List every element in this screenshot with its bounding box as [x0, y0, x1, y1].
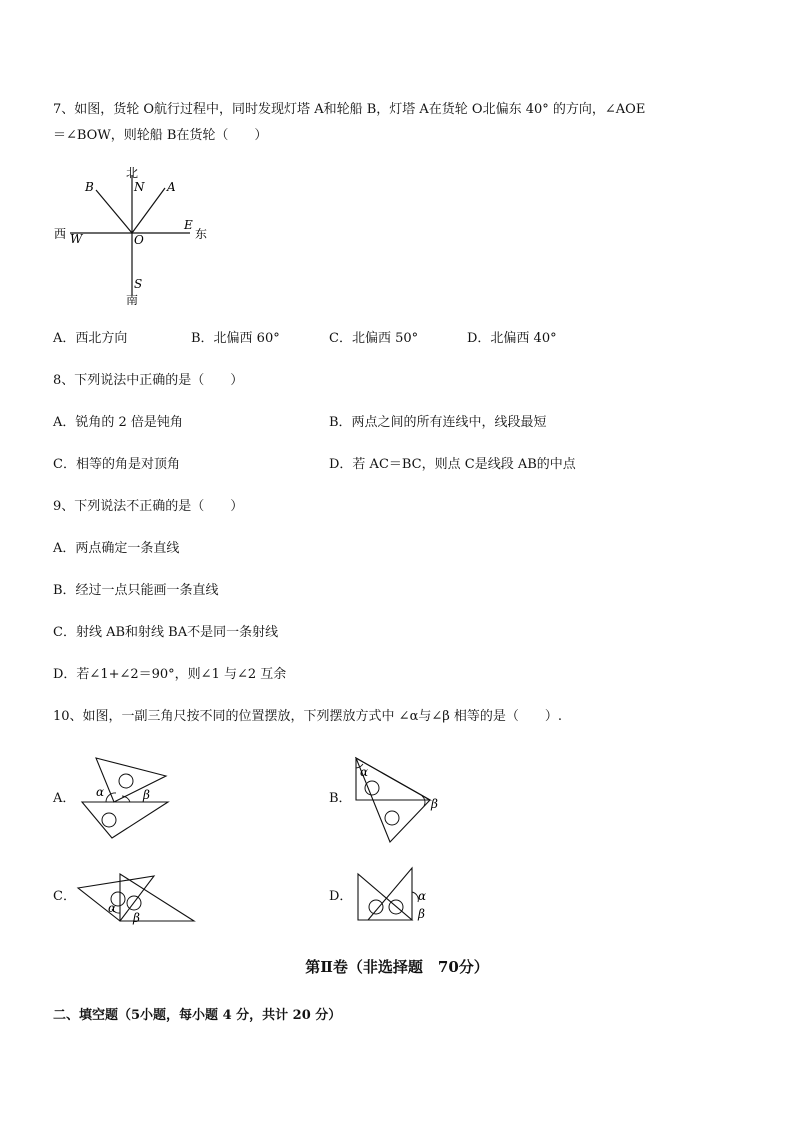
- q10-figure-a: [72, 750, 182, 845]
- q7-stem-line1: 7、如图，货轮 O航行过程中，同时发现灯塔 A和轮船 B，灯塔 A在货轮 O北偏东 40° 的方向，∠AOE: [53, 102, 646, 117]
- w-label: W: [70, 232, 83, 246]
- q10-figure-b: [348, 752, 458, 847]
- q10-option-c-label: C．: [53, 889, 76, 904]
- q8-option-b: B．两点之间的所有连线中，线段最短: [329, 415, 547, 430]
- q8-option-d: D．若 AC＝BC，则点 C是线段 AB的中点: [329, 457, 576, 472]
- q9-stem: 9、下列说法不正确的是（ ）: [53, 499, 244, 514]
- q9-option-d: D．若∠1+∠2＝90°，则∠1 与∠2 互余: [53, 667, 287, 682]
- alpha-label: α: [96, 785, 105, 799]
- a-label: A: [167, 180, 176, 194]
- q10-figure-d: [348, 862, 448, 928]
- q7-option-b: B．北偏西 60°: [191, 331, 280, 346]
- q10-stem: 10、如图，一副三角尺按不同的位置摆放，下列摆放方式中 ∠α与∠β 相等的是（ ）.: [53, 709, 563, 724]
- alpha-label: α: [360, 765, 369, 779]
- q7-stem-line2: ＝∠BOW，则轮船 B在货轮（ ）: [53, 128, 268, 143]
- alpha-label: α: [108, 901, 117, 915]
- beta-label: β: [418, 907, 425, 921]
- west-label: 西: [54, 227, 67, 241]
- n-label: N: [134, 180, 145, 194]
- q10-figure-c: [72, 866, 202, 928]
- q10-option-a-label: A．: [53, 791, 76, 806]
- south-label: 南: [126, 293, 139, 307]
- o-label: O: [134, 233, 144, 247]
- q7-compass-figure: [50, 160, 220, 310]
- q9-option-c: C．射线 AB和射线 BA不是同一条射线: [53, 625, 279, 640]
- section-title: 第Ⅱ卷（非选择题 70分）: [305, 958, 489, 976]
- e-label: E: [184, 218, 193, 232]
- q8-option-a: A．锐角的 2 倍是钝角: [53, 415, 183, 430]
- beta-label: β: [431, 797, 438, 811]
- north-label: 北: [126, 166, 139, 180]
- b-label: B: [85, 180, 94, 194]
- part-title: 二、填空题（5小题，每小题 4 分，共计 20 分）: [53, 1008, 342, 1023]
- beta-label: β: [133, 911, 140, 925]
- alpha-label: α: [418, 889, 427, 903]
- q9-option-a: A．两点确定一条直线: [53, 541, 180, 556]
- beta-label: β: [143, 788, 150, 802]
- q8-option-c: C．相等的角是对顶角: [53, 457, 180, 472]
- q9-option-b: B．经过一点只能画一条直线: [53, 583, 219, 598]
- east-label: 东: [195, 227, 208, 241]
- q10-option-b-label: B．: [329, 791, 352, 806]
- q8-stem: 8、下列说法中正确的是（ ）: [53, 373, 244, 388]
- s-label: S: [134, 277, 143, 291]
- q10-option-d-label: D．: [329, 889, 353, 904]
- q7-option-a: A．西北方向: [53, 331, 128, 346]
- q7-option-c: C．北偏西 50°: [329, 331, 419, 346]
- q7-option-d: D．北偏西 40°: [467, 331, 557, 346]
